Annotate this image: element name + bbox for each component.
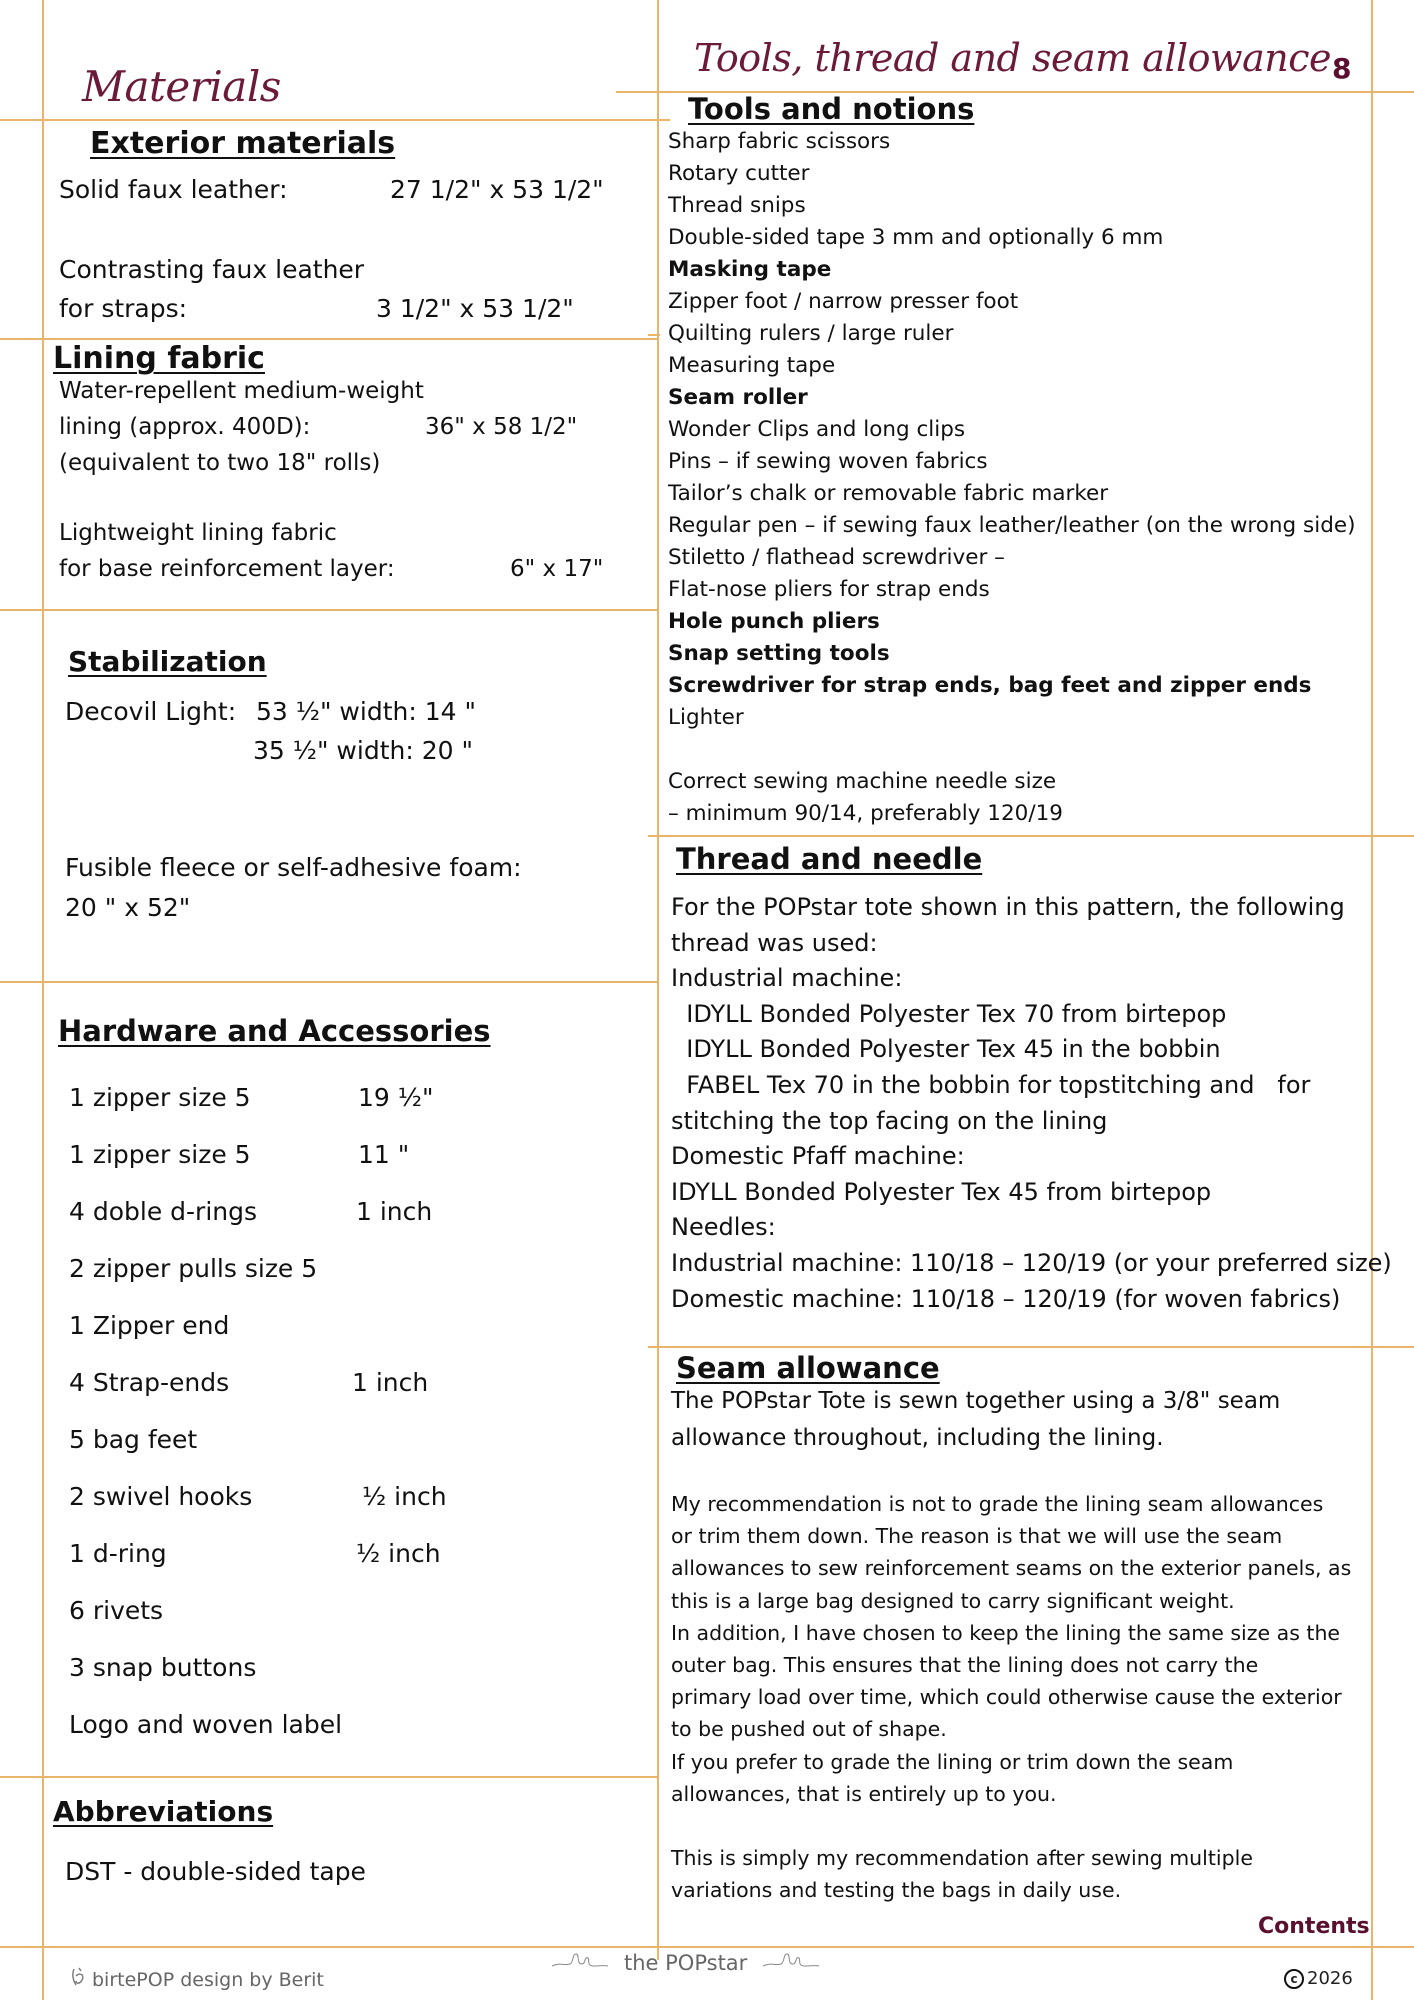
lining-row-label: (equivalent to two 18" rolls)	[59, 450, 381, 476]
thread-line: Needles:	[671, 1213, 776, 1242]
lining-row-label: for base reinforcement layer:	[59, 556, 395, 582]
tool-item: Rotary cutter	[668, 161, 810, 186]
grid-line-right	[1371, 0, 1373, 2000]
squiggle-icon	[550, 1950, 610, 1975]
tick-lining-right	[648, 334, 660, 336]
seam-body-line: allowances to sew reinforcement seams on the exterior panels, as	[671, 1556, 1352, 1581]
seam-body-line: to be pushed out of shape.	[671, 1717, 947, 1742]
thread-line: Industrial machine:	[671, 964, 903, 993]
exterior-heading: Exterior materials	[90, 126, 396, 161]
tool-item: Masking tape	[668, 257, 832, 282]
tool-item: Thread snips	[668, 193, 806, 218]
thread-line: stitching the top facing on the lining	[671, 1106, 1108, 1135]
grid-line-middle	[657, 0, 659, 1960]
lining-row-value: 36" x 58 1/2"	[425, 414, 578, 440]
tool-item: Tailor’s chalk or removable fabric marker	[668, 481, 1109, 506]
footer-copyright	[1284, 1968, 1353, 1989]
abbreviations-heading: Abbreviations	[53, 1795, 274, 1828]
rule-thread	[648, 835, 1414, 837]
thread-heading: Thread and needle	[676, 842, 983, 876]
seam-body-line: variations and testing the bags in daily use.	[671, 1878, 1122, 1903]
tool-item: Double-sided tape 3 mm and optionally 6 mm	[668, 225, 1164, 250]
footer-brand	[70, 1966, 324, 1993]
seam-body-line: This is simply my recommendation after sewing multiple	[671, 1846, 1253, 1871]
seam-intro-line: The POPstar Tote is sewn together using a 3/8" seam	[671, 1388, 1281, 1414]
tool-item: – minimum 90/14, preferably 120/19	[668, 801, 1063, 826]
decovil-label: Decovil Light:	[65, 697, 237, 726]
hardware-item-label: 1 Zipper end	[69, 1311, 230, 1340]
hardware-item-label: 5 bag feet	[69, 1425, 198, 1454]
tool-item: Lighter	[668, 705, 744, 730]
tool-item: Pins – if sewing woven fabrics	[668, 449, 988, 474]
rule-stabilization	[0, 609, 658, 611]
abbreviation-item: DST - double-sided tape	[65, 1857, 366, 1886]
tool-item: Stiletto / flathead screwdriver –	[668, 545, 1005, 570]
seam-intro-line: allowance throughout, including the lining.	[671, 1425, 1164, 1451]
seam-body-line: If you prefer to grade the lining or trim down the seam	[671, 1749, 1234, 1774]
seam-body-line: primary load over time, which could otherwise cause the exterior	[671, 1685, 1342, 1710]
rule-footer	[0, 1946, 1414, 1948]
rule-seam	[648, 1346, 1414, 1348]
tool-item: Seam roller	[668, 385, 808, 410]
seam-body-line: this is a large bag designed to carry significant weight.	[671, 1588, 1235, 1613]
exterior-row-value: 27 1/2" x 53 1/2"	[390, 175, 604, 204]
tool-item: Hole punch pliers	[668, 609, 880, 634]
rule-abbreviations	[0, 1776, 658, 1778]
seam-body-line: allowances, that is entirely up to you.	[671, 1781, 1057, 1806]
thread-line: Industrial machine: 110/18 – 120/19 (or your preferred size)	[671, 1249, 1392, 1277]
tool-item: Wonder Clips and long clips	[668, 417, 966, 442]
hardware-item-label: 6 rivets	[69, 1596, 164, 1625]
rule-hardware	[0, 981, 658, 983]
hardware-item-value: 1 inch	[356, 1197, 433, 1226]
seam-body-line: My recommendation is not to grade the lining seam allowances	[671, 1492, 1324, 1516]
hardware-item-label: 4 doble d-rings	[69, 1197, 258, 1226]
footer-center-text: the POPstar	[624, 1950, 748, 1975]
thread-line: Domestic Pfaff machine:	[671, 1142, 965, 1171]
seam-heading: Seam allowance	[676, 1351, 940, 1385]
tool-item: Zipper foot / narrow presser foot	[668, 289, 1019, 314]
grid-line-left	[42, 0, 44, 2000]
exterior-row-label: Solid faux leather:	[59, 175, 288, 204]
seam-body-line: outer bag. This ensures that the lining does not carry the	[671, 1653, 1259, 1677]
lining-heading: Lining fabric	[53, 341, 265, 376]
thread-line: IDYLL Bonded Polyester Tex 45 from birtepop	[671, 1177, 1212, 1206]
hardware-item-value: 19 ½"	[358, 1083, 434, 1112]
hardware-item-label: 1 zipper size 5	[69, 1140, 251, 1169]
hardware-item-label: 1 zipper size 5	[69, 1083, 251, 1112]
contents-link[interactable]: Contents	[1258, 1914, 1370, 1939]
decovil-value-1: 53 ½" width: 14 "	[256, 697, 476, 726]
copyright-year: 2026	[1307, 1968, 1353, 1989]
hardware-item-label: 2 zipper pulls size 5	[69, 1254, 318, 1283]
tools-heading: Tools and notions	[688, 92, 975, 126]
tool-item: Screwdriver for strap ends, bag feet and zipper ends	[668, 673, 1312, 698]
seam-body-line: In addition, I have chosen to keep the lining the same size as the	[671, 1620, 1341, 1645]
squiggle-icon	[761, 1950, 821, 1975]
hardware-item-value: 1 inch	[352, 1368, 429, 1397]
tool-item: Correct sewing machine needle size	[668, 769, 1057, 794]
exterior-row-value: 3 1/2" x 53 1/2"	[376, 294, 574, 323]
materials-title: Materials	[82, 62, 281, 111]
tool-item: Quilting rulers / large ruler	[668, 321, 954, 346]
thread-line: IDYLL Bonded Polyester Tex 45 in the bobbin	[671, 1035, 1221, 1064]
thread-line: For the POPstar tote shown in this pattern, the following	[671, 893, 1345, 921]
lining-row-label: Water-repellent medium-weight	[59, 378, 424, 404]
tool-item: Sharp fabric scissors	[668, 129, 891, 154]
hardware-item-value: ½ inch	[362, 1482, 447, 1511]
tick-stab-right	[648, 835, 660, 837]
thread-line: FABEL Tex 70 in the bobbin for topstitching and for	[671, 1071, 1311, 1099]
page-number: 8	[1332, 52, 1352, 85]
exterior-row-label: Contrasting faux leather	[59, 255, 365, 284]
decovil-value-2: 35 ½" width: 20 "	[253, 736, 473, 765]
hardware-item-label: 3 snap buttons	[69, 1653, 257, 1682]
hardware-item-value: ½ inch	[356, 1539, 441, 1568]
tools-page-title: Tools, thread and seam allowance	[694, 36, 1331, 80]
thread-line: Domestic machine: 110/18 – 120/19 (for woven fabrics)	[671, 1284, 1341, 1313]
hardware-item-label: 2 swivel hooks	[69, 1482, 253, 1511]
seam-body-line: or trim them down. The reason is that we will use the seam	[671, 1524, 1283, 1549]
stabilization-heading: Stabilization	[68, 645, 267, 678]
thread-line: IDYLL Bonded Polyester Tex 70 from birtepop	[671, 999, 1227, 1028]
thread-line: thread was used:	[671, 928, 878, 957]
hardware-item-label: 1 d-ring	[69, 1539, 167, 1568]
exterior-row-label: for straps:	[59, 294, 188, 323]
hardware-item-label: 4 Strap-ends	[69, 1368, 230, 1397]
fleece-value: 20 " x 52"	[65, 893, 191, 922]
tool-item: Snap setting tools	[668, 641, 890, 666]
lining-row-value: 6" x 17"	[510, 556, 604, 582]
lining-row-label: lining (approx. 400D):	[59, 414, 311, 440]
lining-row-label: Lightweight lining fabric	[59, 520, 337, 546]
rule-under-materials	[0, 119, 670, 121]
hardware-item-label: Logo and woven label	[69, 1710, 343, 1739]
tool-item: Measuring tape	[668, 353, 836, 378]
fleece-label: Fusible fleece or self-adhesive foam:	[65, 853, 522, 882]
hardware-item-value: 11 "	[358, 1140, 410, 1169]
brand-logo-icon	[70, 1966, 88, 1993]
rule-lining	[0, 338, 658, 340]
footer-center	[550, 1950, 821, 1975]
tool-item: Regular pen – if sewing faux leather/leather (on the wrong side)	[668, 513, 1356, 538]
hardware-heading: Hardware and Accessories	[58, 1014, 491, 1048]
tool-item: Flat-nose pliers for strap ends	[668, 577, 990, 602]
footer-brand-text: birtePOP design by Berit	[92, 1968, 324, 1991]
copyright-icon: c	[1284, 1969, 1304, 1989]
